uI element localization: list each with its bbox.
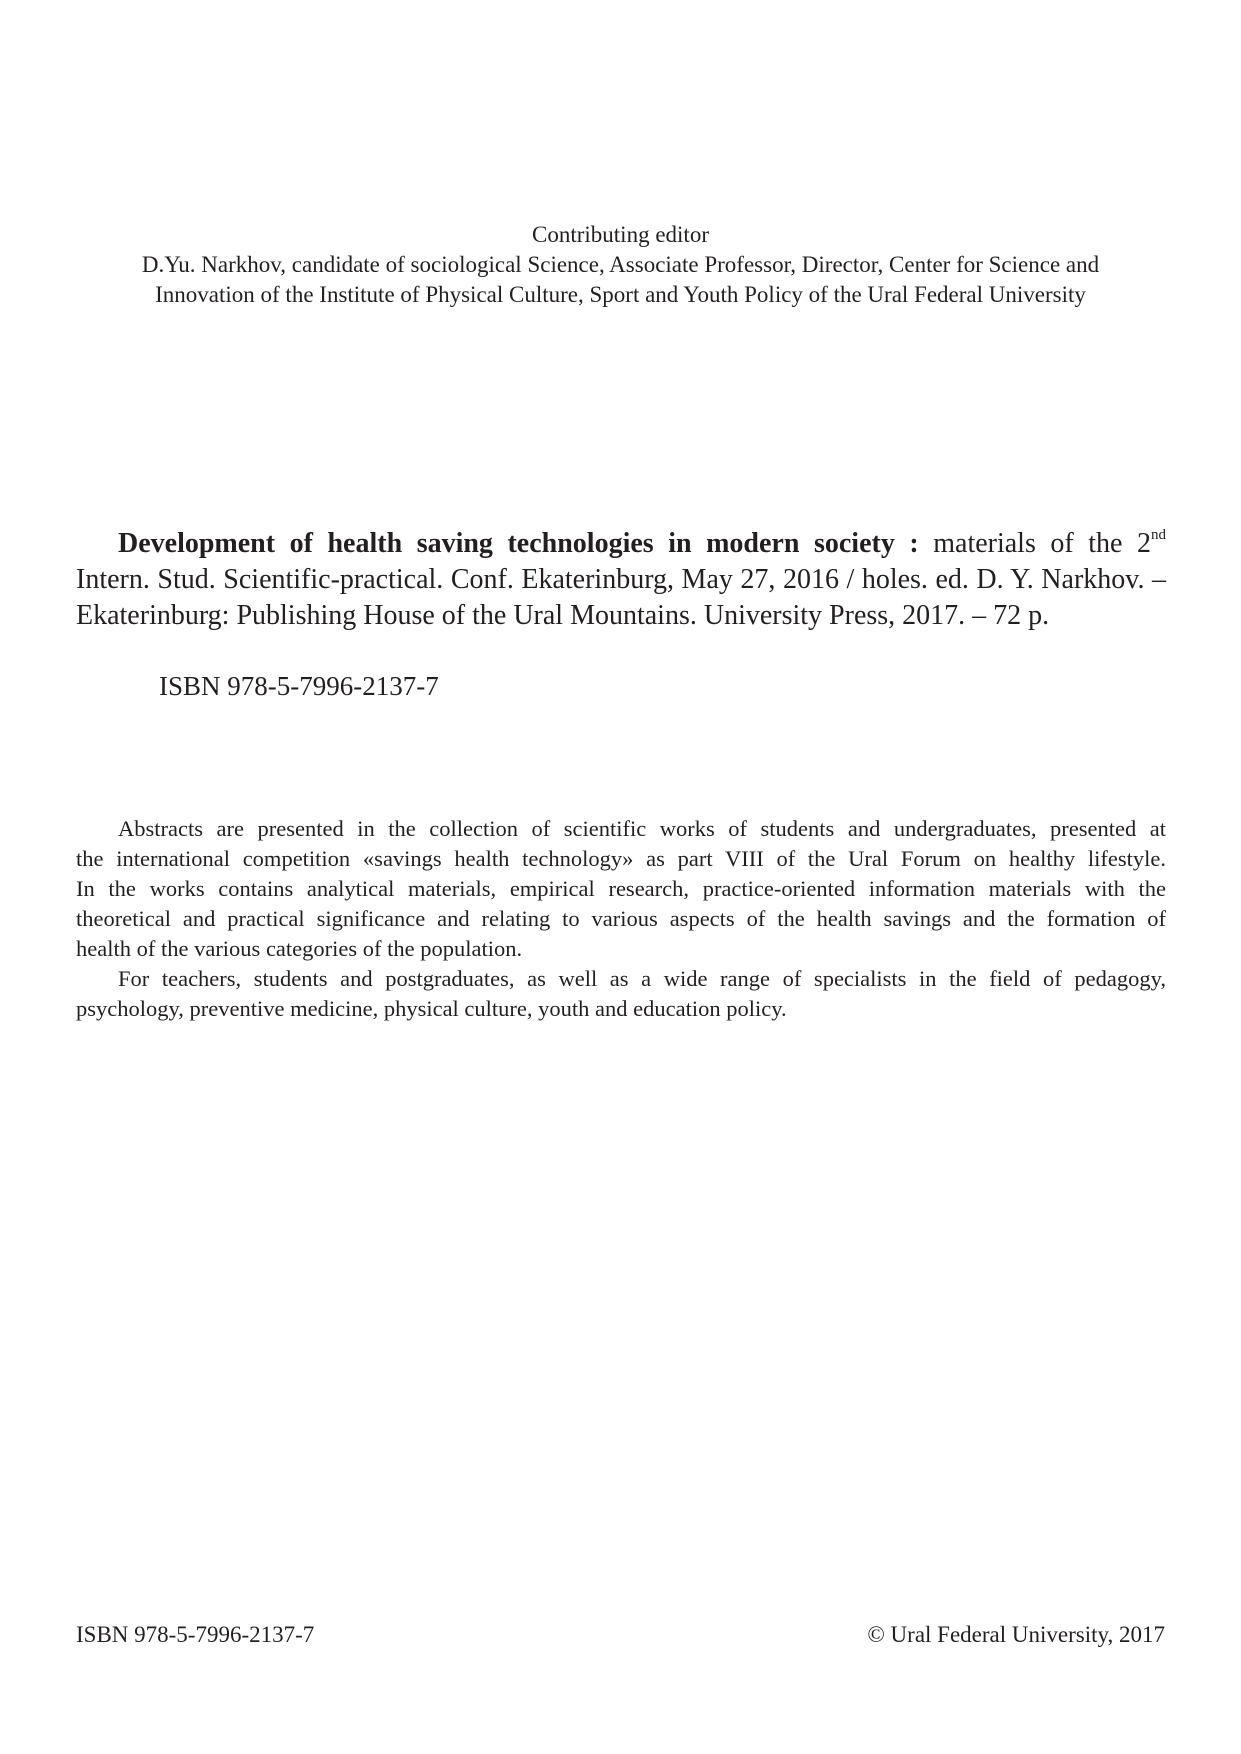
abstract-p1-line: theoretical and practical significance and relating to various aspects of the health savings and the formation of — [76, 906, 1166, 931]
abstract-p2-line: For teachers, students and postgraduates, as well as a wide range of specialists in the field of pedagogy, — [118, 966, 1166, 991]
footer-copyright: © Ural Federal University, 2017 — [867, 1622, 1165, 1647]
editor-heading: Contributing editor — [532, 222, 709, 247]
isbn-main: ISBN 978-5-7996-2137-7 — [159, 671, 439, 701]
abstract-p1-line: In the works contains analytical materials, empirical research, practice-oriented information materials with the — [76, 876, 1166, 901]
bibliographic-record — [76, 526, 1166, 634]
abstract-p1-line: Abstracts are presented in the collection of scientific works of students and undergraduates, presented at — [118, 816, 1166, 841]
abstract-p1-line: the international competition «savings health technology» as part VIII of the Ural Forum on healthy lifestyle. — [76, 846, 1166, 871]
ordinal-superscript: nd — [1151, 526, 1167, 543]
abstract-text — [76, 814, 1166, 1024]
abstract-p1-line: health of the various categories of the population. — [76, 936, 523, 961]
biblio-line-1 — [76, 526, 1166, 562]
abstract-p2-line: psychology, preventive medicine, physical culture, youth and education policy. — [76, 996, 787, 1021]
biblio-line-1-rest: materials of the 2 — [918, 528, 1152, 559]
editor-line-2: Innovation of the Institute of Physical Culture, Sport and Youth Policy of the Ural Federal University — [155, 282, 1086, 307]
biblio-line-3: Ekaterinburg: Publishing House of the Ural Mountains. University Press, 2017. – 72 p. — [76, 600, 1050, 631]
footer-isbn: ISBN 978-5-7996-2137-7 — [76, 1622, 315, 1647]
book-title: Development of health saving technologies in modern society : — [118, 528, 919, 559]
editor-line-1: D.Yu. Narkhov, candidate of sociological Science, Associate Professor, Director, Center for Science and — [141, 252, 1100, 277]
biblio-line-2: Intern. Stud. Scientific-practical. Conf. Ekaterinburg, May 27, 2016 / holes. ed. D. Y. Narkhov. – — [76, 564, 1166, 595]
contributing-editor-block — [0, 220, 1241, 310]
